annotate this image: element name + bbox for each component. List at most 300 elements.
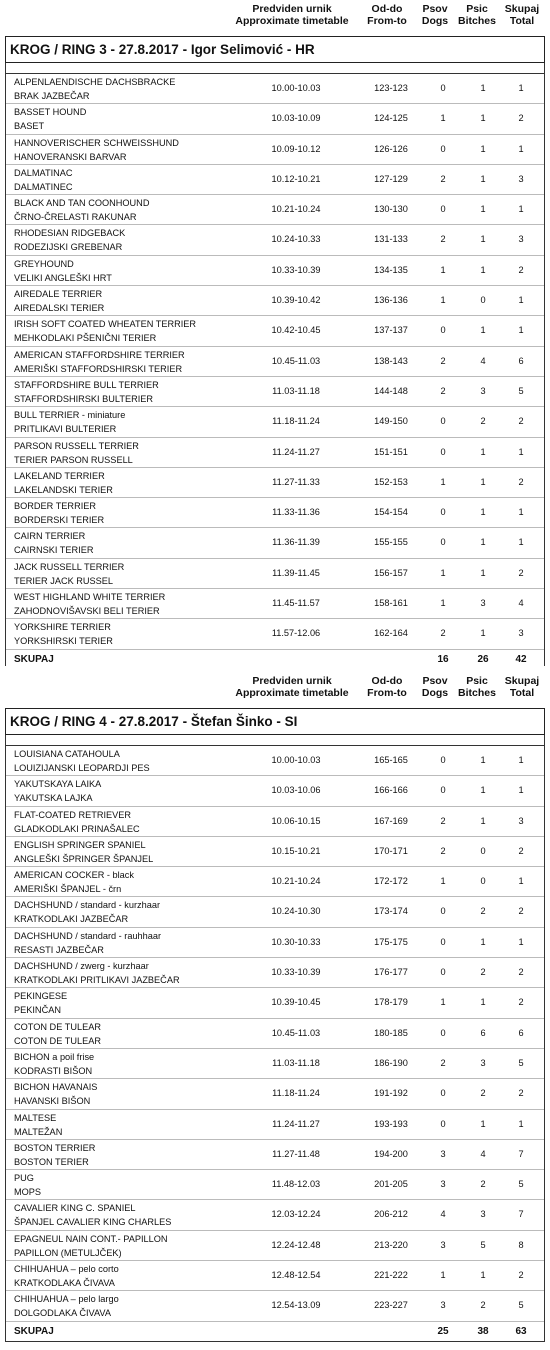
breed-row: [6, 165, 544, 195]
breed-name-original: BICHON HAVANAIS: [14, 1082, 98, 1093]
table-top-spacer: [6, 63, 544, 74]
totals-dogs: 25: [437, 1325, 449, 1337]
dogs-column-header-sl: Psov: [422, 675, 448, 687]
breed-name-original: RHODESIAN RIDGEBACK: [14, 228, 126, 239]
breed-row: [6, 377, 544, 407]
breed-row: [6, 1140, 544, 1170]
dogs-count: 3: [440, 1239, 446, 1250]
breed-row: [6, 958, 544, 988]
bitches-count: 2: [480, 967, 486, 978]
breed-name-original: CHIHUAHUA – pelo corto: [14, 1264, 119, 1275]
total-count: 1: [518, 1118, 524, 1129]
breed-name-local: ČRNO-ČRELASTI RAKUNAR: [14, 212, 137, 223]
dogs-column-header-sl: Psov: [422, 3, 448, 15]
dogs-count: 2: [440, 385, 446, 396]
dogs-count: 0: [440, 446, 446, 457]
total-count: 6: [518, 1027, 524, 1038]
breed-row: [6, 104, 544, 134]
dogs-count: 1: [440, 264, 446, 275]
catalog-range: 134-135: [374, 264, 408, 275]
judging-time: 10.39-10.45: [271, 997, 321, 1008]
breed-row: [6, 837, 544, 867]
breed-row: [6, 498, 544, 528]
total-count: 1: [518, 295, 524, 306]
breed-name-original: AIREDALE TERRIER: [14, 289, 103, 300]
catalog-range: 206-212: [374, 1209, 408, 1220]
breed-row: [6, 867, 544, 897]
catalog-range: 162-164: [374, 628, 408, 639]
breed-name-local: RESASTI JAZBEČAR: [14, 944, 104, 955]
breed-row: [6, 1019, 544, 1049]
bitches-count: 4: [480, 1148, 486, 1159]
breed-name-original: CAIRN TERRIER: [14, 531, 86, 542]
dogs-count: 0: [440, 537, 446, 548]
total-count: 1: [518, 507, 524, 518]
bitches-count: 1: [480, 204, 486, 215]
dogs-column-header: [418, 675, 452, 699]
breed-name-local: LOUIZIJANSKI LEOPARDJI PES: [14, 763, 150, 773]
total-count: 1: [518, 204, 524, 215]
catalog-range: 149-150: [374, 416, 408, 427]
bitches-count: 2: [480, 1088, 486, 1099]
catalog-range: 144-148: [374, 385, 408, 396]
catalog-range: 154-154: [374, 507, 408, 518]
bitches-column-header: [454, 675, 500, 699]
catalog-range: 155-155: [374, 537, 408, 548]
breed-name-original: CAVALIER KING C. SPANIEL: [14, 1203, 136, 1214]
range-column-header-en: From-to: [367, 15, 407, 27]
breed-name-local: KRATKODLAKI JAZBEČAR: [14, 914, 129, 925]
judging-time: 12.24-12.48: [271, 1239, 321, 1250]
dogs-count: 1: [440, 113, 446, 124]
breed-name-original: YAKUTSKAYA LAIKA: [14, 779, 102, 790]
time-column-header: [222, 675, 362, 699]
bitches-count: 3: [480, 1209, 486, 1220]
total-count: 2: [518, 1088, 524, 1099]
time-column-header-en: Approximate timetable: [235, 687, 349, 699]
bitches-count: 1: [480, 997, 486, 1008]
dogs-count: 4: [440, 1209, 446, 1220]
breed-row: [6, 897, 544, 927]
judging-time: 10.06-10.15: [271, 815, 321, 826]
time-column-header-en: Approximate timetable: [235, 15, 349, 27]
totals-label: SKUPAJ: [14, 653, 54, 665]
total-count: 2: [518, 1270, 524, 1281]
total-column-header-en: Total: [509, 15, 535, 27]
ring-title: KROG / RING 4 - 27.8.2017 - Štefan Šinko - SI: [5, 708, 545, 735]
judging-time: 11.39-11.45: [272, 567, 320, 578]
column-header: [0, 672, 550, 708]
breed-name-local: HAVANSKI BIŠON: [14, 1096, 91, 1107]
bitches-count: 1: [480, 83, 486, 93]
catalog-range: 176-177: [374, 967, 408, 978]
catalog-range: 123-123: [374, 83, 408, 93]
bitches-count: 1: [480, 755, 486, 765]
breed-name-original: DALMATINAC: [14, 167, 73, 178]
dogs-count: 0: [440, 83, 446, 93]
dogs-count: 2: [440, 815, 446, 826]
breed-name-local: CAIRNSKI TERIER: [14, 545, 94, 556]
breed-row: [6, 74, 544, 104]
breed-name-local: KRATKODLAKI PRITLIKAVI JAZBEČAR: [14, 975, 180, 986]
judging-time: 11.03-11.18: [272, 1057, 320, 1068]
catalog-range: 136-136: [374, 295, 408, 306]
dogs-count: 1: [440, 476, 446, 487]
time-column-header-sl: Predviden urnik: [252, 675, 332, 687]
catalog-range: 178-179: [374, 997, 408, 1008]
catalog-range: 201-205: [374, 1179, 408, 1190]
total-count: 2: [518, 906, 524, 917]
totals-row: [6, 650, 544, 666]
breed-name-original: PARSON RUSSELL TERRIER: [14, 440, 139, 451]
dogs-count: 1: [440, 876, 446, 887]
dogs-count: 0: [440, 785, 446, 796]
totals-bitches: 26: [477, 653, 489, 665]
catalog-range: 158-161: [374, 598, 408, 609]
breed-name-local: TERIER PARSON RUSSELL: [14, 454, 133, 465]
breed-name-local: COTON DE TULEAR: [14, 1035, 101, 1046]
total-count: 5: [518, 1179, 524, 1190]
dogs-count: 0: [440, 936, 446, 947]
catalog-range: 213-220: [374, 1239, 408, 1250]
judging-time: 12.48-12.54: [271, 1270, 321, 1281]
judging-time: 10.33-10.39: [271, 967, 321, 978]
catalog-range: 151-151: [374, 446, 408, 457]
bitches-count: 3: [480, 598, 486, 609]
judging-time: 11.57-12.06: [271, 628, 321, 639]
catalog-range: 173-174: [374, 906, 408, 917]
breed-row: [6, 988, 544, 1018]
judging-time: 10.39-10.42: [271, 295, 321, 306]
breed-name-local: RODEZIJSKI GREBENAR: [14, 242, 123, 253]
total-count: 1: [518, 785, 524, 796]
bitches-count: 1: [480, 113, 486, 124]
judging-time: 11.36-11.39: [272, 537, 320, 548]
total-count: 1: [518, 755, 524, 765]
breed-name-original: COTON DE TULEAR: [14, 1021, 101, 1032]
total-count: 2: [518, 997, 524, 1008]
breed-row: [6, 776, 544, 806]
breed-row: [6, 1291, 544, 1321]
ring-title: KROG / RING 3 - 27.8.2017 - Igor Selimović - HR: [5, 36, 545, 63]
total-count: 2: [518, 845, 524, 856]
dogs-count: 3: [440, 1148, 446, 1159]
total-count: 3: [518, 173, 524, 184]
judging-time: 11.18-11.24: [272, 1088, 320, 1099]
judging-time: 10.42-10.45: [271, 325, 321, 336]
dogs-count: 0: [440, 507, 446, 518]
breed-row: [6, 135, 544, 165]
breed-name-local: KRATKODLAKA ČIVAVA: [14, 1278, 115, 1289]
breed-row: [6, 286, 544, 316]
bitches-count: 1: [480, 567, 486, 578]
total-count: 2: [518, 567, 524, 578]
breed-name-local: ŠPANJEL CAVALIER KING CHARLES: [14, 1217, 172, 1228]
bitches-count: 1: [480, 936, 486, 947]
dogs-count: 3: [440, 1179, 446, 1190]
judging-time: 10.30-10.33: [271, 936, 321, 947]
totals-dogs: 16: [437, 653, 449, 665]
breed-row: [6, 928, 544, 958]
bitches-count: 2: [480, 1179, 486, 1190]
catalog-range: 186-190: [374, 1057, 408, 1068]
breed-row: [6, 807, 544, 837]
breed-name-original: BASSET HOUND: [14, 107, 87, 118]
judging-time: 10.03-10.06: [271, 785, 321, 796]
catalog-range: 175-175: [374, 936, 408, 947]
breed-name-local: TERIER JACK RUSSEL: [14, 575, 114, 586]
total-column-header: [498, 3, 546, 27]
breed-name-local: KODRASTI BIŠON: [14, 1065, 93, 1076]
dogs-count: 0: [440, 204, 446, 215]
judging-time: 10.15-10.21: [271, 845, 321, 856]
breed-name-local: MOPS: [14, 1187, 42, 1198]
total-count: 6: [518, 355, 524, 366]
breed-name-original: ALPENLAENDISCHE DACHSBRACKE: [14, 77, 176, 87]
catalog-range: 127-129: [374, 173, 408, 184]
totals-total: 63: [515, 1325, 527, 1337]
ring-3-section: [0, 0, 550, 666]
judging-time: 10.00-10.03: [271, 83, 321, 93]
dogs-count: 2: [440, 355, 446, 366]
breed-row: [6, 1049, 544, 1079]
bitches-count: 1: [480, 537, 486, 548]
breed-name-original: HANNOVERISCHER SCHWEISSHUND: [14, 137, 179, 148]
dogs-count: 1: [440, 598, 446, 609]
breed-name-local: STAFFORDSHIRSKI BULTERIER: [14, 393, 154, 404]
dogs-count: 1: [440, 997, 446, 1008]
bitches-count: 4: [480, 355, 486, 366]
bitches-count: 0: [480, 845, 486, 856]
total-column-header-en: Total: [509, 687, 535, 699]
breed-name-local: PRITLIKAVI BULTERIER: [14, 424, 117, 435]
dogs-count: 0: [440, 1088, 446, 1099]
breed-name-local: PEKINČAN: [14, 1005, 61, 1016]
judging-time: 12.54-13.09: [271, 1300, 321, 1311]
dogs-count: 2: [440, 173, 446, 184]
dogs-count: 0: [440, 967, 446, 978]
total-count: 1: [518, 936, 524, 947]
dogs-count: 2: [440, 234, 446, 245]
total-count: 2: [518, 416, 524, 427]
total-count: 3: [518, 628, 524, 639]
judging-time: 10.24-10.33: [271, 234, 321, 245]
range-column-header-en: From-to: [367, 687, 407, 699]
judging-time: 10.21-10.24: [271, 876, 321, 887]
totals-label: SKUPAJ: [14, 1325, 54, 1337]
bitches-count: 2: [480, 416, 486, 427]
catalog-range: 193-193: [374, 1118, 408, 1129]
breed-name-original: DACHSHUND / standard - kurzhaar: [14, 900, 161, 911]
catalog-range: 194-200: [374, 1148, 408, 1159]
breed-name-original: YORKSHIRE TERRIER: [14, 622, 111, 633]
catalog-range: 156-157: [374, 567, 408, 578]
total-count: 2: [518, 113, 524, 124]
breed-row: [6, 438, 544, 468]
breed-row: [6, 1200, 544, 1230]
dogs-count: 0: [440, 416, 446, 427]
breed-name-original: EPAGNEUL NAIN CONT.- PAPILLON: [14, 1233, 168, 1244]
breed-row: [6, 1261, 544, 1291]
bitches-count: 1: [480, 143, 486, 154]
totals-bitches: 38: [477, 1325, 489, 1337]
breed-row: [6, 347, 544, 377]
ring-4-section: [0, 672, 550, 1342]
catalog-range: 221-222: [374, 1270, 408, 1281]
breed-name-local: AMERIŠKI ŠPANJEL - črn: [14, 884, 122, 895]
total-count: 3: [518, 234, 524, 245]
bitches-count: 1: [480, 446, 486, 457]
bitches-count: 1: [480, 264, 486, 275]
dogs-count: 0: [440, 906, 446, 917]
judging-time: 10.09-10.12: [271, 143, 321, 154]
totals-row: [6, 1322, 544, 1342]
breed-row: [6, 256, 544, 286]
catalog-range: 172-172: [374, 876, 408, 887]
bitches-count: 1: [480, 1270, 486, 1281]
bitches-count: 1: [480, 815, 486, 826]
bitches-count: 3: [480, 1057, 486, 1068]
breed-name-original: MALTESE: [14, 1112, 57, 1123]
breed-row: [6, 1231, 544, 1261]
breed-name-local: BRAK JAZBEČAR: [14, 91, 90, 101]
catalog-range: 130-130: [374, 204, 408, 215]
breed-name-original: BLACK AND TAN COONHOUND: [14, 198, 150, 209]
judging-time: 11.33-11.36: [272, 507, 320, 518]
bitches-count: 2: [480, 906, 486, 917]
breed-row: [6, 316, 544, 346]
dogs-count: 1: [440, 567, 446, 578]
breed-name-original: FLAT-COATED RETRIEVER: [14, 809, 132, 820]
bitches-count: 2: [480, 1300, 486, 1311]
catalog-range: 166-166: [374, 785, 408, 796]
dogs-count: 0: [440, 755, 446, 765]
dogs-column-header: [418, 3, 452, 27]
breed-name-original: JACK RUSSELL TERRIER: [14, 561, 125, 572]
breed-name-local: AIREDALSKI TERIER: [14, 303, 105, 314]
bitches-column-header-sl: Psic: [466, 675, 488, 687]
dogs-count: 1: [440, 295, 446, 306]
breed-name-original: WEST HIGHLAND WHITE TERRIER: [14, 592, 166, 603]
bitches-column-header: [454, 3, 500, 27]
breed-name-local: YAKUTSKA LAJKA: [14, 793, 93, 804]
total-count: 2: [518, 264, 524, 275]
breed-name-local: YORKSHIRSKI TERIER: [14, 636, 113, 647]
judging-time: 11.27-11.33: [272, 476, 320, 487]
bitches-count: 1: [480, 173, 486, 184]
total-count: 1: [518, 876, 524, 887]
bitches-count: 1: [480, 1118, 486, 1129]
breed-name-local: MALTEŽAN: [14, 1126, 63, 1137]
column-header: [0, 0, 550, 36]
total-count: 4: [518, 598, 524, 609]
breed-name-original: DACHSHUND / standard - rauhhaar: [14, 930, 162, 941]
breed-name-original: LOUISIANA CATAHOULA: [14, 749, 120, 759]
breed-name-local: ANGLEŠKI ŠPRINGER ŠPANJEL: [14, 853, 154, 864]
total-count: 5: [518, 1057, 524, 1068]
catalog-range: 170-171: [374, 845, 408, 856]
total-count: 3: [518, 815, 524, 826]
total-count: 2: [518, 476, 524, 487]
dogs-count: 0: [440, 1027, 446, 1038]
breed-name-local: BASET: [14, 121, 45, 132]
total-count: 7: [518, 1209, 524, 1220]
bitches-count: 5: [480, 1239, 486, 1250]
bitches-column-header-en: Bitches: [458, 15, 496, 27]
breed-row: [6, 225, 544, 255]
dogs-count: 0: [440, 325, 446, 336]
breed-table: [5, 735, 545, 1342]
judging-time: 10.12-10.21: [271, 173, 321, 184]
breed-name-original: AMERICAN STAFFORDSHIRE TERRIER: [14, 349, 185, 360]
breed-name-original: BULL TERRIER - miniature: [14, 410, 126, 421]
breed-row: [6, 528, 544, 558]
dogs-column-header-en: Dogs: [421, 687, 449, 699]
breed-row: [6, 407, 544, 437]
bitches-count: 1: [480, 234, 486, 245]
breed-name-original: PEKINGESE: [14, 991, 68, 1002]
breed-name-local: VELIKI ANGLEŠKI HRT: [14, 272, 112, 283]
breed-name-original: AMERICAN COCKER - black: [14, 870, 134, 881]
dogs-column-header-en: Dogs: [421, 15, 449, 27]
bitches-count: 1: [480, 507, 486, 518]
dogs-count: 3: [440, 1300, 446, 1311]
range-column-header-sl: Od-do: [371, 675, 403, 687]
catalog-range: 191-192: [374, 1088, 408, 1099]
judging-time: 11.24-11.27: [272, 1118, 320, 1129]
judging-time: 11.03-11.18: [272, 385, 320, 396]
judging-time: 11.48-12.03: [271, 1179, 321, 1190]
breed-name-original: CHIHUAHUA – pelo largo: [14, 1294, 119, 1305]
breed-name-original: BOSTON TERRIER: [14, 1142, 96, 1153]
judging-time: 12.03-12.24: [271, 1209, 321, 1220]
breed-row: [6, 195, 544, 225]
judging-time: 10.45-11.03: [271, 355, 321, 366]
total-count: 1: [518, 143, 524, 154]
dogs-count: 2: [440, 628, 446, 639]
breed-row: [6, 468, 544, 498]
breed-name-original: BICHON a poil frise: [14, 1051, 95, 1062]
total-count: 1: [518, 446, 524, 457]
catalog-range: 152-153: [374, 476, 408, 487]
breed-table: [5, 63, 545, 666]
dogs-count: 1: [440, 1270, 446, 1281]
range-column-header: [360, 675, 414, 699]
breed-name-original: BORDER TERRIER: [14, 501, 97, 512]
total-count: 8: [518, 1239, 524, 1250]
total-column-header-sl: Skupaj: [504, 675, 540, 687]
judging-time: 11.27-11.48: [272, 1148, 320, 1159]
catalog-range: 124-125: [374, 113, 408, 124]
total-count: 5: [518, 385, 524, 396]
judging-time: 11.45-11.57: [272, 598, 320, 609]
catalog-range: 138-143: [374, 355, 408, 366]
judging-time: 10.45-11.03: [271, 1027, 321, 1038]
catalog-range: 137-137: [374, 325, 408, 336]
breed-name-local: MEHKODLAKI PŠENIČNI TERIER: [14, 333, 157, 344]
breed-name-local: BOSTON TERIER: [14, 1156, 89, 1167]
breed-row: [6, 1110, 544, 1140]
breed-name-local: LAKELANDSKI TERIER: [14, 484, 113, 495]
breed-name-local: BORDERSKI TERIER: [14, 515, 105, 526]
bitches-count: 0: [480, 295, 486, 306]
bitches-count: 1: [480, 325, 486, 336]
total-count: 1: [518, 325, 524, 336]
bitches-count: 1: [480, 628, 486, 639]
breed-row: [6, 1079, 544, 1109]
total-count: 2: [518, 967, 524, 978]
breed-name-original: ENGLISH SPRINGER SPANIEL: [14, 839, 146, 850]
